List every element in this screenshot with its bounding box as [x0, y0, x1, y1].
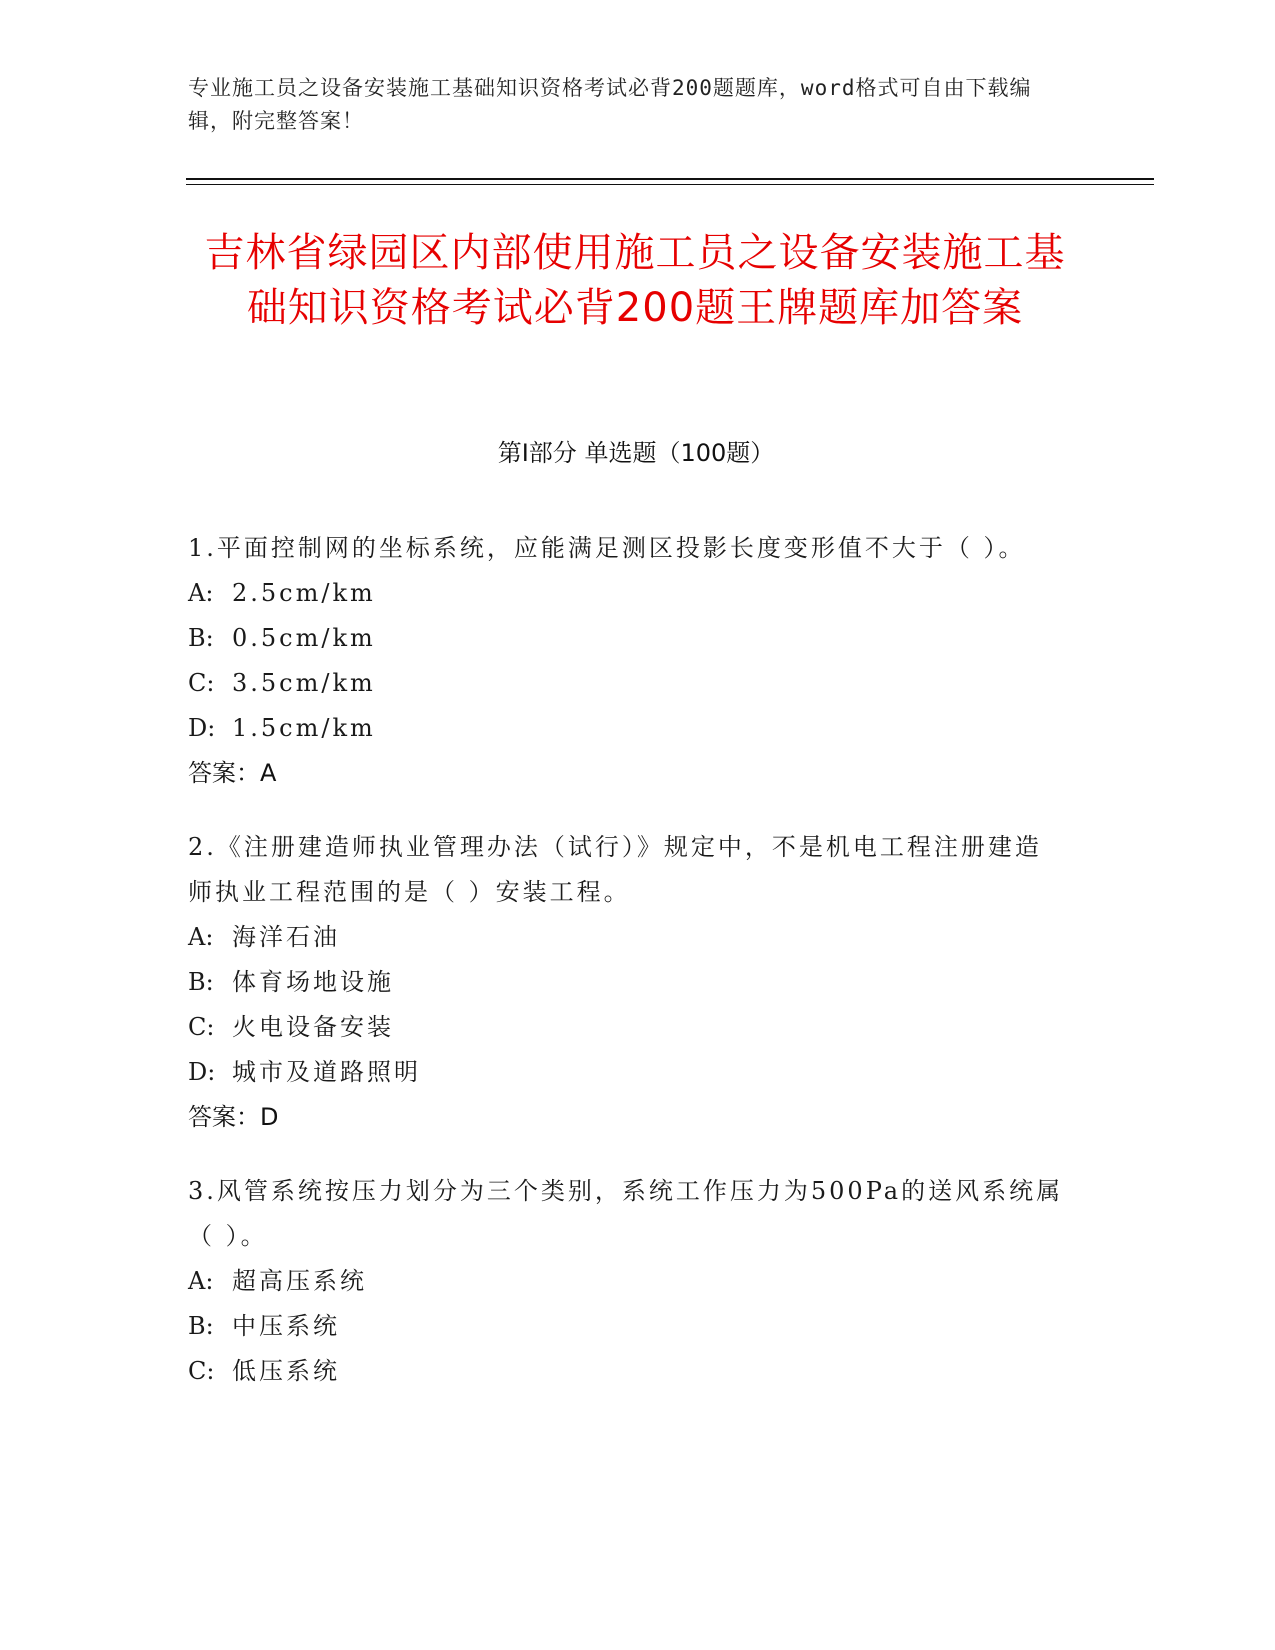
option-letter: A:	[188, 579, 214, 607]
option-c	[188, 1005, 1068, 1050]
option-text: 体育场地设施	[232, 968, 394, 996]
option-text: 2.5cm/km	[232, 579, 376, 607]
option-letter: C:	[188, 1357, 215, 1385]
question-stem: 3.风管系统按压力划分为三个类别，系统工作压力为500Pa的送风系统属（ ）。	[188, 1177, 1064, 1250]
option-text: 低压系统	[232, 1357, 340, 1385]
option-letter: D:	[188, 714, 216, 742]
option-text: 火电设备安装	[232, 1013, 394, 1041]
option-letter: C:	[188, 669, 215, 697]
question-stem: 1.平面控制网的坐标系统，应能满足测区投影长度变形值不大于（ ）。	[188, 534, 1026, 562]
option-letter: B:	[188, 1312, 214, 1340]
option-c	[188, 1349, 1068, 1394]
question-list	[188, 526, 1068, 1423]
option-b	[188, 616, 1068, 661]
answer-line: 答案：A	[188, 759, 277, 787]
option-letter: A:	[188, 923, 214, 951]
option-text: 0.5cm/km	[232, 624, 376, 652]
option-b	[188, 960, 1068, 1005]
option-d	[188, 1050, 1068, 1095]
answer-line: 答案：D	[188, 1103, 279, 1131]
option-b	[188, 1304, 1068, 1349]
option-letter: A:	[188, 1267, 214, 1295]
option-letter: D:	[188, 1058, 216, 1086]
option-d	[188, 706, 1068, 751]
option-text: 超高压系统	[232, 1267, 367, 1295]
header-note: 专业施工员之设备安装施工基础知识资格考试必背200题题库，word格式可自由下载编辑，附完整答案！	[188, 76, 1032, 133]
header-rule-thick	[186, 178, 1154, 180]
option-text: 城市及道路照明	[232, 1058, 421, 1086]
option-text: 3.5cm/km	[232, 669, 376, 697]
option-letter: B:	[188, 968, 214, 996]
section-title: 第Ⅰ部分 单选题（100题）	[497, 439, 775, 467]
header-rule-thin	[186, 184, 1154, 185]
question-2	[188, 825, 1068, 1140]
option-letter: C:	[188, 1013, 215, 1041]
option-a	[188, 571, 1068, 616]
option-c	[188, 661, 1068, 706]
question-1	[188, 526, 1068, 796]
option-text: 中压系统	[232, 1312, 340, 1340]
option-a	[188, 1259, 1068, 1304]
option-letter: B:	[188, 624, 214, 652]
option-text: 1.5cm/km	[232, 714, 376, 742]
question-3	[188, 1169, 1068, 1394]
option-a	[188, 915, 1068, 960]
option-text: 海洋石油	[232, 923, 340, 951]
question-stem: 2.《注册建造师执业管理办法（试行）》规定中，不是机电工程注册建造师执业工程范围的是（ ）安装工程。	[188, 833, 1042, 906]
document-title: 吉林省绿园区内部使用施工员之设备安装施工基础知识资格考试必背200题王牌题库加答案	[204, 230, 1066, 331]
